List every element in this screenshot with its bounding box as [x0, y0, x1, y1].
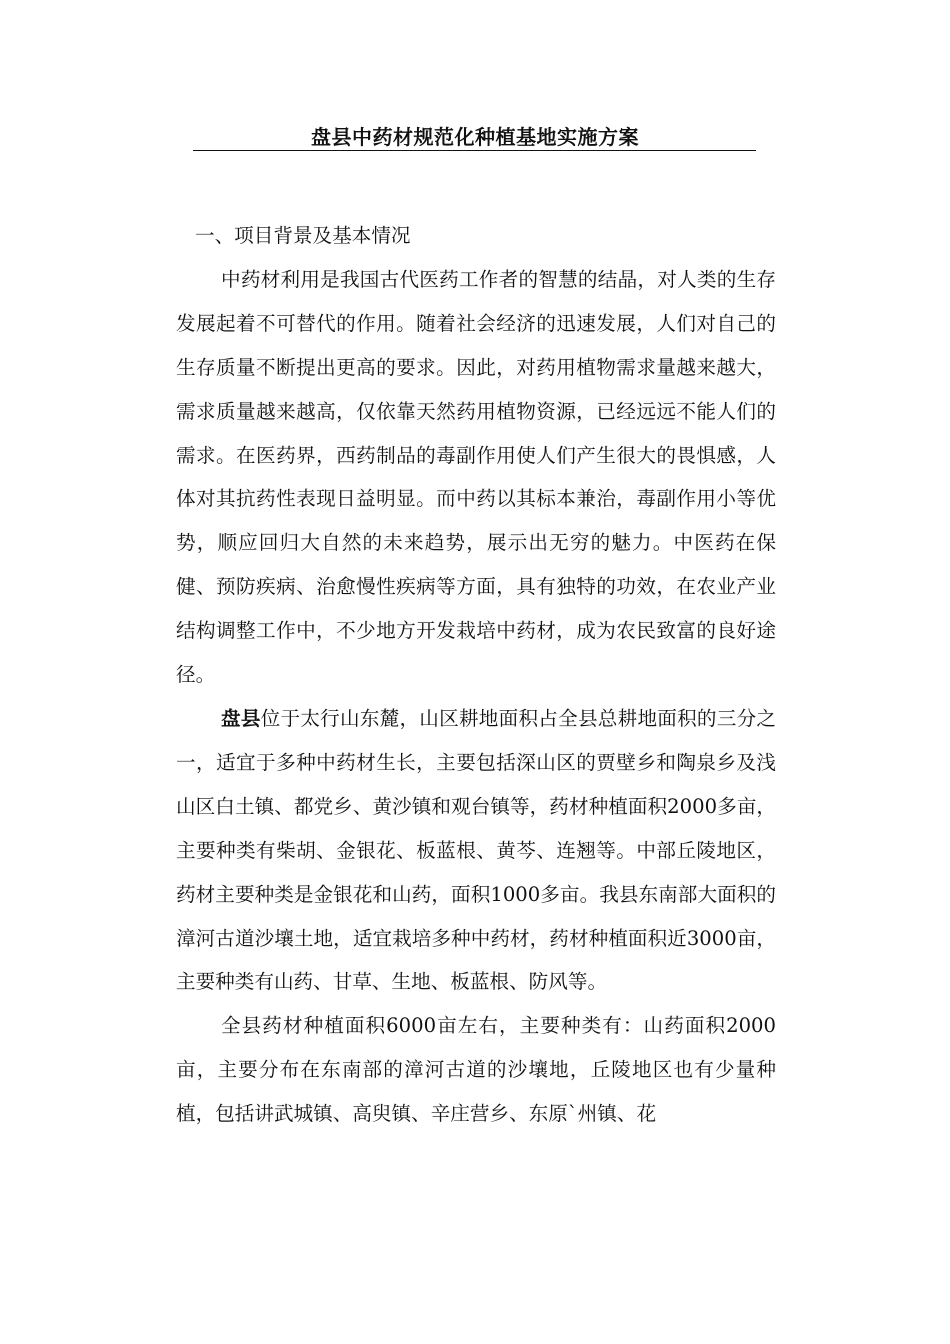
title-underline — [193, 150, 756, 151]
paragraph-county-overview-text: 位于太行山东麓，山区耕地面积占全县总耕地面积的三分之一，适宜于多种中药材生长，主要包括深山区的贾壁乡和陶泉乡及浅山区白土镇、都党乡、黄沙镇和观台镇等，药材种植面积2000多亩，主要种类有柴胡、金银花、板蓝根、黄芩、连翘等。中部丘陵地区，药材主要种类是金银花和山药，面积1000多亩。我县东南部大面积的漳河古道沙壤土地，适宜栽培多种中药材，药材种植面积近3000亩，主要种类有山药、甘草、生地、板蓝根、防风等。 — [176, 706, 777, 994]
paragraph-planting-area: 全县药材种植面积6000亩左右，主要种类有：山药面积2000亩，主要分布在东南部的漳河古道的沙壤地，丘陵地区也有少量种植，包括讲武城镇、高臾镇、辛庄营乡、东原`州镇、花 — [176, 1014, 776, 1126]
paragraph-county-overview — [176, 697, 776, 1004]
paragraph-intro: 中药材利用是我国古代医药工作者的智慧的结晶，对人类的生存发展起着不可替代的作用。随着社会经济的迅速发展，人们对自己的生存质量不断提出更高的要求。因此，对药用植物需求量越来越大，需求质量越来越高，仅依靠天然药用植物资源，已经远远不能人们的需求。在医药界，西药制品的毒副作用使人们产生很大的畏惧感，人体对其抗药性表现日益明显。而中药以其标本兼治，毒副作用小等优势，顺应回归大自然的未来趋势，展示出无穷的魅力。中医药在保健、预防疾病、治愈慢性疾病等方面，具有独特的功效，在农业产业结构调整工作中，不少地方开发栽培中药材，成为农民致富的良好途径。 — [176, 267, 776, 687]
county-name: 盘县 — [221, 706, 261, 730]
document-title: 盘县中药材规范化种植基地实施方案 — [311, 125, 639, 149]
section-heading: 一、项目背景及基本情况 — [195, 224, 411, 247]
document-body — [176, 214, 776, 1136]
